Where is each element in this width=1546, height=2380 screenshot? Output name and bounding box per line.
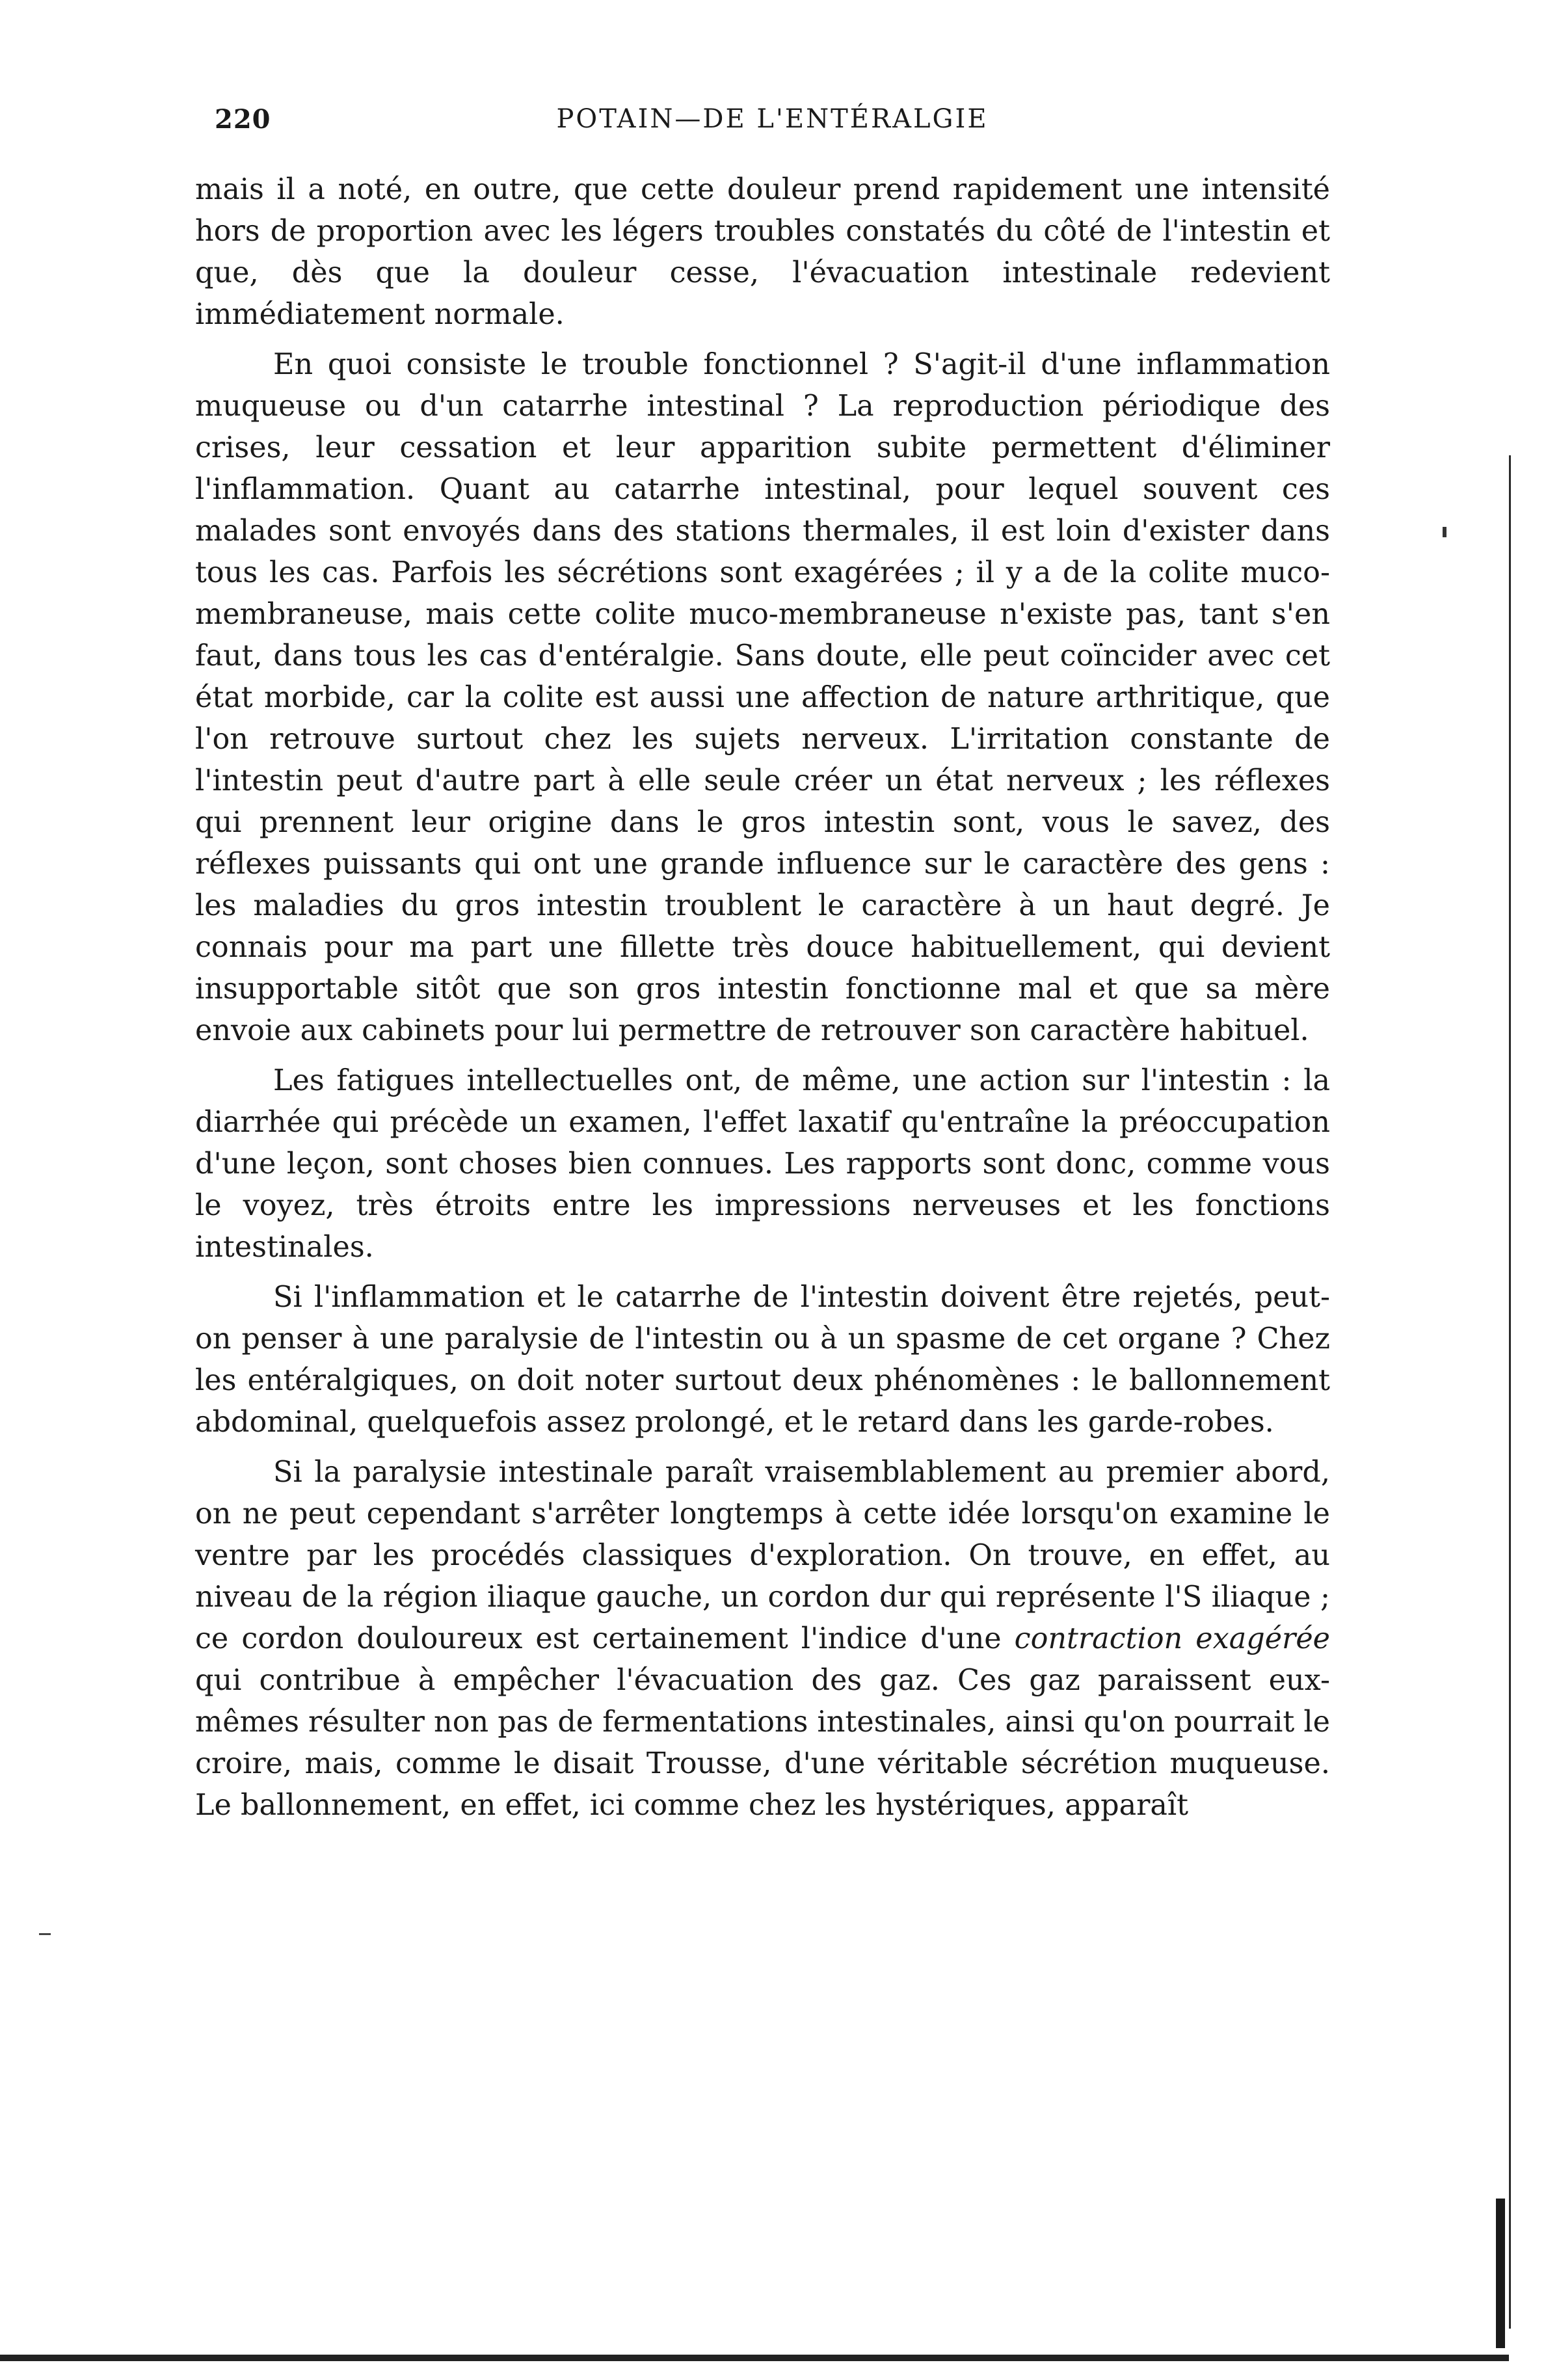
running-title: POTAIN—DE L'ENTÉRALGIE bbox=[556, 104, 989, 134]
right-margin-rule bbox=[1509, 455, 1511, 2329]
paragraph-1: mais il a noté, en outre, que cette douleur prend rapidement une intensité hors de proportion avec les légers troubles constatés du côté de l'intestin et que, dès que la douleur cesse, l'évacuation intestinale redevient immédiatement normale. bbox=[195, 173, 1330, 331]
paragraph-5-italic: contraction exagérée bbox=[1014, 1622, 1330, 1655]
paragraph-5 bbox=[195, 1452, 1330, 1826]
page-header bbox=[215, 104, 1330, 143]
margin-mark bbox=[1443, 527, 1446, 537]
page-number: 220 bbox=[215, 104, 271, 135]
paragraph-5-text-a: Si la paralysie intestinale paraît vraisemblablement au premier abord, on ne peut cependant s'arrêter longtemps à cette idée lorsqu'on examine le ventre par les procédés classiques d'exploration. On trouve, en effet, au niveau de la région iliaque gauche, un cordon dur qui représente l'S iliaque ; ce cordon douloureux est certainement l'indice d'une bbox=[195, 1456, 1330, 1655]
paragraph-3: Les fatigues intellectuelles ont, de même, une action sur l'intestin : la diarrhée qui précède un examen, l'effet laxatif qu'entraîne la préoccupation d'une leçon, sont choses bien connues. Les rapports sont donc, comme vous le voyez, très étroits entre les impressions nerveuses et les fonctions intestinales. bbox=[195, 1064, 1330, 1264]
text-body bbox=[195, 169, 1330, 1835]
paragraph-4: Si l'inflammation et le catarrhe de l'intestin doivent être rejetés, peut-on penser à une paralysie de l'intestin ou à un spasme de cet organe ? Chez les entéralgiques, on doit noter surtout deux phénomènes : le ballonnement abdominal, quelquefois assez prolongé, et le retard dans les garde-robes. bbox=[195, 1281, 1330, 1439]
bottom-edge-rule bbox=[0, 2355, 1509, 2361]
right-margin-rule-tail bbox=[1496, 2199, 1505, 2348]
paragraph-2: En quoi consiste le trouble fonctionnel ? S'agit-il d'une inflammation muqueuse ou d'un catarrhe intestinal ? La reproduction périodique des crises, leur cessation et leur apparition subite permettent d'éliminer l'inflammation. Quant au catarrhe intestinal, pour lequel souvent ces malades sont envoyés dans des stations thermales, il est loin d'exister dans tous les cas. Parfois les sécrétions sont exagérées ; il y a de la colite muco-membraneuse, mais cette colite muco-membraneuse n'existe pas, tant s'en faut, dans tous les cas d'entéralgie. Sans doute, elle peut coïncider avec cet état morbide, car la colite est aussi une affection de nature arthritique, que l'on retrouve surtout chez les sujets nerveux. L'irritation constante de l'intestin peut d'autre part à elle seule créer un état nerveux ; les réflexes qui prennent leur origine dans le gros intestin sont, vous le savez, des réflexes puissants qui ont une grande influence sur le caractère des gens : les maladies du gros intestin troublent le caractère à un haut degré. Je connais pour ma part une fillette très douce habituellement, qui devient insupportable sitôt que son gros intestin fonctionne mal et que sa mère envoie aux cabinets pour lui permettre de retrouver son caractère habituel. bbox=[195, 348, 1330, 1047]
paragraph-5-text-b: qui contribue à empêcher l'évacuation des gaz. Ces gaz paraissent eux-mêmes résulter non pas de fermentations intestinales, ainsi qu'on pourrait le croire, mais, comme le disait Trousse, d'une véritable sécrétion muqueuse. Le ballonnement, en effet, ici comme chez les hystériques, apparaît bbox=[195, 1664, 1330, 1822]
left-margin-dash bbox=[39, 1933, 51, 1935]
